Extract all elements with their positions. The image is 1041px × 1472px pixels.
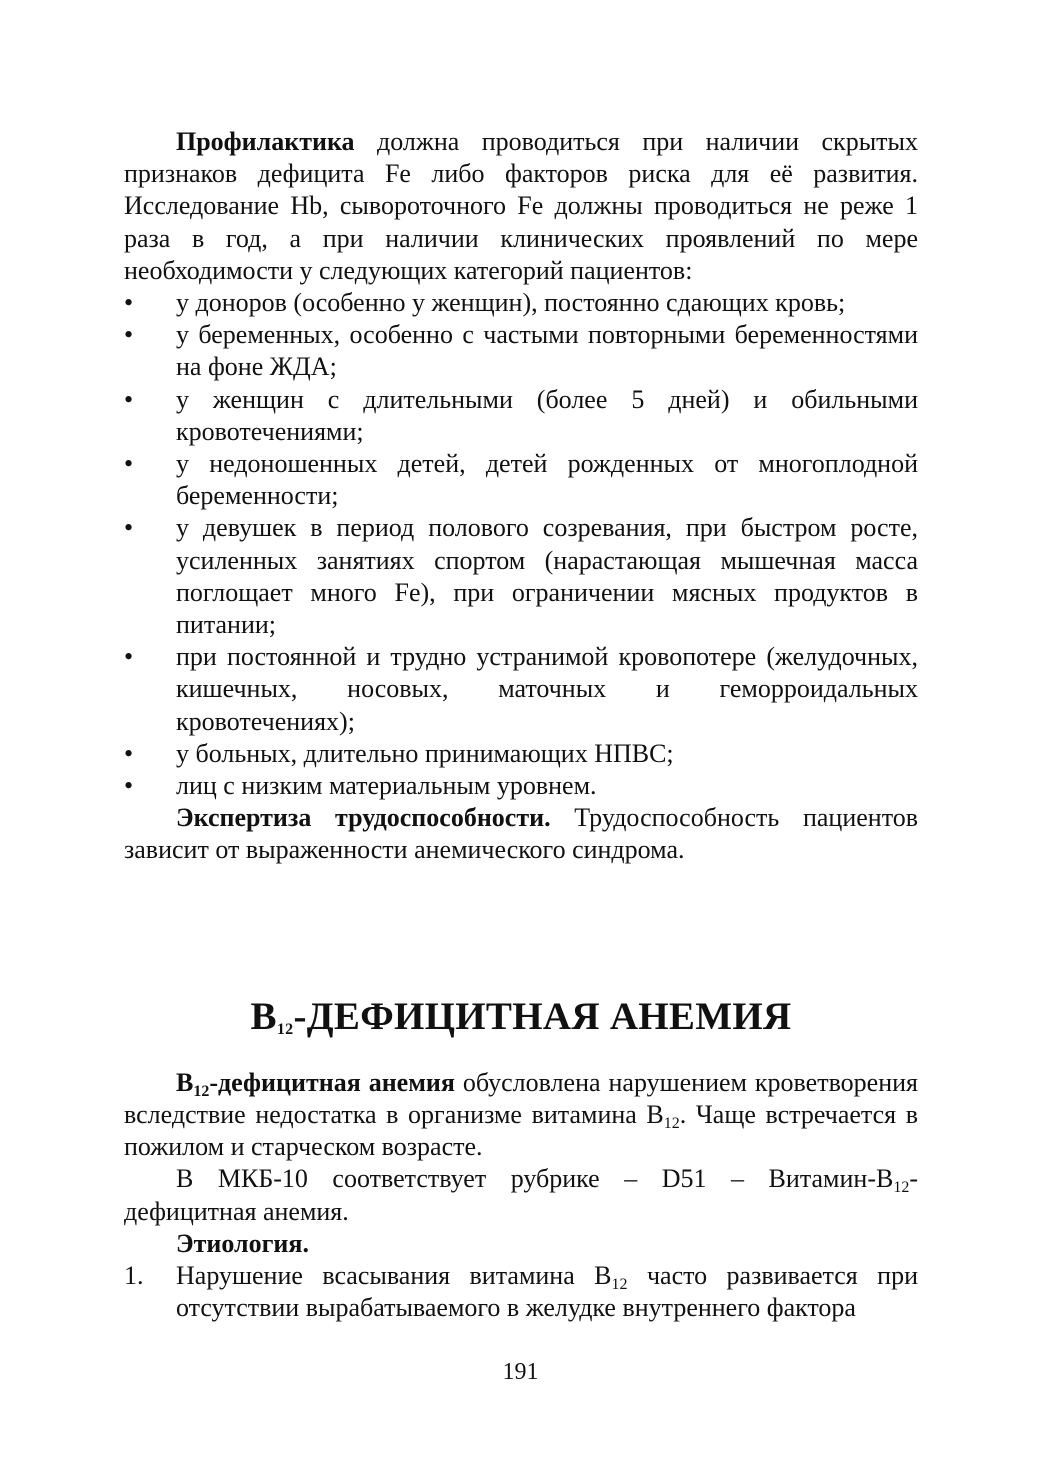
- expertise-paragraph: [124, 802, 918, 866]
- definition-text-a: обусловлена нарушением кроветворения вследствие недостатка в организме витамина В: [124, 1067, 918, 1130]
- prophylaxis-paragraph: [124, 126, 918, 287]
- page-content: [124, 126, 918, 1325]
- list-item-text: у доноров (особенно у женщин), постоянно сдающих кровь;: [176, 288, 846, 318]
- list-item: [124, 770, 918, 802]
- icd-paragraph: [124, 1163, 918, 1227]
- definition-paragraph: [124, 1067, 918, 1164]
- bullet-icon: •: [124, 449, 134, 479]
- list-item-text: у недоношенных детей, детей рожденных от многоплодной беременности;: [176, 449, 918, 511]
- definition-text-subscript: 12: [663, 1115, 680, 1133]
- definition-text-b: . Чаще встречается в пожилом и старческом возрасте.: [124, 1100, 918, 1162]
- list-item-text: у девушек в период полового созревания, при быстром росте, усиленных занятиях спортом (нарастающая мышечная масса поглощает много Fe), при ограничении мясных продуктов в питании;: [176, 513, 918, 640]
- definition-lead-rest: -дефицитная анемия: [209, 1067, 455, 1097]
- definition-lead-subscript: 12: [193, 1082, 210, 1100]
- definition-lead-prefix: В: [176, 1067, 194, 1097]
- expertise-text: Трудоспособность пациентов зависит от выраженности анемического синдрома.: [124, 803, 918, 865]
- list-item: [124, 448, 918, 512]
- etiology-list: [124, 1260, 918, 1324]
- spacer: [124, 1033, 918, 1067]
- definition-lead: [176, 1067, 455, 1100]
- list-item: [124, 512, 918, 641]
- bullet-icon: •: [124, 288, 134, 318]
- prophylaxis-text: должна проводиться при наличии скрытых признаков дефицита Fe либо факторов риска для её развития. Исследование Hb, сывороточного Fe должны проводиться не реже 1 раза в год, а при наличии клинических проявлений по мере необходимости у следующих категорий пациентов:: [124, 127, 918, 285]
- bullet-icon: •: [124, 513, 134, 543]
- list-item: [124, 1260, 918, 1324]
- heading-subscript: 12: [276, 1020, 294, 1038]
- list-item-text: при постоянной и трудно устранимой кровопотере (желудочных, кишечных, носовых, маточных и геморроидальных кровотечениях);: [176, 642, 918, 736]
- list-item-text-a: Нарушение всасывания витамина В: [176, 1261, 612, 1291]
- icd-text-subscript: 12: [893, 1179, 910, 1197]
- list-item: [124, 641, 918, 738]
- expertise-lead: Экспертиза трудоспособности.: [176, 803, 551, 833]
- list-item-text: лиц с низким материальным уровнем.: [176, 771, 597, 801]
- page-number: 191: [502, 1359, 539, 1385]
- heading-prefix: В: [250, 994, 277, 1038]
- list-item-text: у больных, длительно принимающих НПВС;: [176, 738, 674, 768]
- bullet-icon: •: [124, 642, 134, 672]
- bullet-icon: •: [124, 384, 134, 414]
- icd-text-b: -дефицитная анемия.: [124, 1164, 918, 1226]
- heading-rest: -ДЕФИЦИТНАЯ АНЕМИЯ: [293, 994, 792, 1038]
- bullet-icon: •: [124, 771, 134, 801]
- risk-groups-list: [124, 287, 918, 802]
- list-item: [124, 738, 918, 770]
- list-item-text-b: часто развивается при отсутствии вырабатываемого в желудке внутреннего фактора: [176, 1261, 918, 1323]
- list-item: [124, 287, 918, 319]
- list-item-text: у беременных, особенно с частыми повторными беременностями на фоне ЖДА;: [176, 320, 918, 382]
- list-item: [124, 319, 918, 383]
- icd-text-a: В МКБ-10 соответствует рубрике – D51 – Витамин-В: [176, 1164, 894, 1194]
- list-item-text: у женщин с длительными (более 5 дней) и обильными кровотечениями;: [176, 384, 918, 446]
- prophylaxis-lead: Профилактика: [176, 127, 355, 156]
- section-heading: [124, 994, 918, 1038]
- bullet-icon: •: [124, 320, 134, 350]
- list-item-number: 1.: [124, 1261, 144, 1291]
- list-item-subscript: 12: [611, 1276, 628, 1294]
- list-item: [124, 384, 918, 448]
- bullet-icon: •: [124, 738, 134, 768]
- etiology-heading: Этиология.: [176, 1228, 309, 1258]
